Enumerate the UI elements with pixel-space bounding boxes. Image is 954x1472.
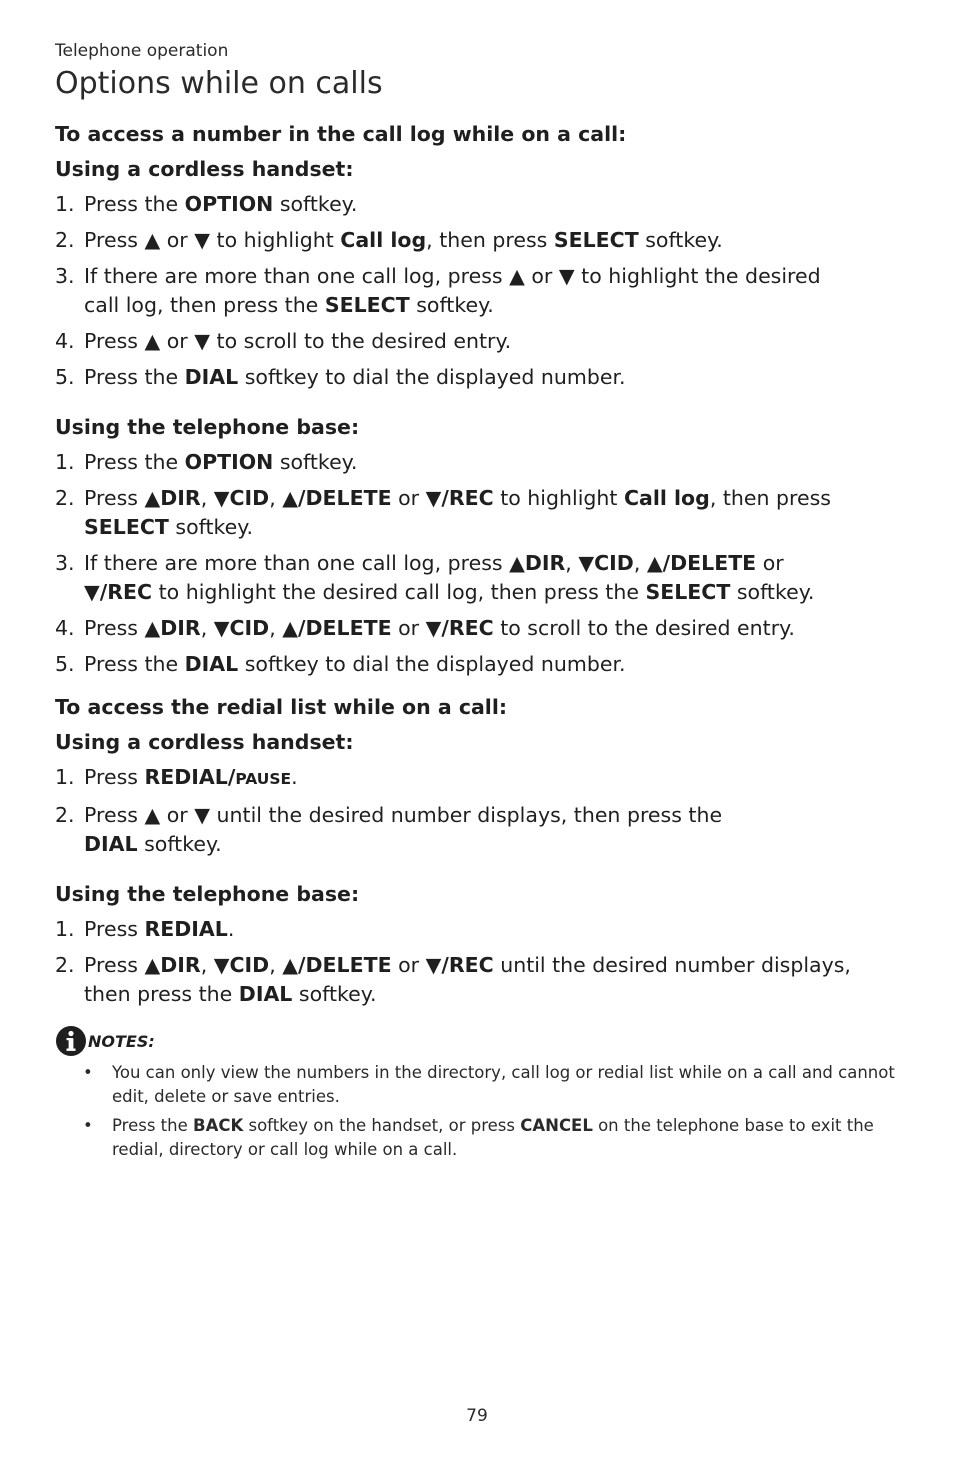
section-label: Telephone operation	[55, 41, 229, 61]
list-item: 2. Press ▲DIR, ▼CID, ▲/DELETE or ▼/REC to highlight Call log, then press SELECT softkey.	[55, 486, 831, 539]
call-log-handset-steps	[55, 190, 905, 392]
down-arrow-icon: ▼	[578, 551, 595, 575]
down-arrow-icon: ▼	[213, 616, 230, 640]
call-log-heading: To access a number in the call log while on a call:	[55, 122, 627, 146]
list-item: 5. Press the DIAL softkey to dial the displayed number.	[55, 365, 626, 389]
down-arrow-icon: ▼	[84, 580, 100, 604]
list-item: 4. Press ▲DIR, ▼CID, ▲/DELETE or ▼/REC to scroll to the desired entry.	[55, 616, 795, 640]
list-item: 3. If there are more than one call log, press ▲ or ▼ to highlight the desired call log, then press the SELECT softkey.	[55, 264, 821, 317]
down-arrow-icon: ▼	[425, 616, 442, 640]
notes-box	[55, 1029, 905, 1162]
bullet-icon: •	[83, 1116, 93, 1135]
page-title: Options while on calls	[55, 66, 383, 101]
down-arrow-icon: ▼	[194, 228, 211, 252]
redial-heading: To access the redial list while on a call:	[55, 695, 508, 719]
down-arrow-icon: ▼	[194, 329, 211, 353]
up-arrow-icon: ▲	[144, 803, 161, 827]
down-arrow-icon: ▼	[425, 953, 442, 977]
call-log-handset-heading: Using a cordless handset:	[55, 157, 354, 181]
list-item: 2. Press ▲ or ▼ to highlight Call log, then press SELECT softkey.	[55, 228, 723, 252]
list-item: • You can only view the numbers in the directory, call log or redial list while on a call and cannot edit, delete or save entries.	[83, 1063, 895, 1106]
down-arrow-icon: ▼	[213, 953, 230, 977]
down-arrow-icon: ▼	[194, 803, 211, 827]
list-item: 2. Press ▲DIR, ▼CID, ▲/DELETE or ▼/REC until the desired number displays, then press the DIAL softkey.	[55, 953, 851, 1006]
list-item: 3. If there are more than one call log, press ▲DIR, ▼CID, ▲/DELETE or ▼/REC to highlight the desired call log, then press the SELECT softkey.	[55, 551, 815, 604]
up-arrow-icon: ▲	[509, 551, 525, 575]
up-arrow-icon: ▲	[144, 953, 161, 977]
list-item: 1. Press the OPTION softkey.	[55, 192, 358, 216]
up-arrow-icon: ▲	[282, 486, 299, 510]
down-arrow-icon: ▼	[425, 486, 442, 510]
call-log-base-heading: Using the telephone base:	[55, 415, 360, 439]
list-item: 5. Press the DIAL softkey to dial the displayed number.	[55, 652, 626, 676]
up-arrow-icon: ▲	[646, 551, 663, 575]
up-arrow-icon: ▲	[144, 228, 161, 252]
redial-handset-heading: Using a cordless handset:	[55, 730, 354, 754]
info-icon	[55, 1025, 87, 1057]
up-arrow-icon: ▲	[144, 616, 161, 640]
list-item: 1. Press the OPTION softkey.	[55, 450, 358, 474]
up-arrow-icon: ▲	[509, 264, 525, 288]
redial-base-heading: Using the telephone base:	[55, 882, 360, 906]
up-arrow-icon: ▲	[282, 953, 299, 977]
down-arrow-icon: ▼	[558, 264, 575, 288]
notes-list	[55, 1061, 905, 1162]
up-arrow-icon: ▲	[144, 329, 161, 353]
manual-page	[55, 40, 905, 1167]
list-item: • Press the BACK softkey on the handset, or press CANCEL on the telephone base to exit the redial, directory or call log while on a call.	[83, 1116, 874, 1159]
list-item: 1. Press REDIAL/PAUSE.	[55, 765, 298, 789]
bullet-icon: •	[83, 1063, 93, 1082]
up-arrow-icon: ▲	[144, 486, 161, 510]
redial-handset-steps	[55, 763, 905, 859]
list-item: 4. Press ▲ or ▼ to scroll to the desired entry.	[55, 329, 512, 353]
list-item: 2. Press ▲ or ▼ until the desired number displays, then press the DIAL softkey.	[55, 803, 723, 856]
list-item: 1. Press REDIAL.	[55, 917, 235, 941]
redial-base-steps	[55, 915, 905, 1009]
notes-label: NOTES:	[88, 1032, 155, 1051]
page-number: 79	[466, 1406, 488, 1426]
call-log-base-steps	[55, 448, 905, 679]
down-arrow-icon: ▼	[213, 486, 230, 510]
up-arrow-icon: ▲	[282, 616, 299, 640]
